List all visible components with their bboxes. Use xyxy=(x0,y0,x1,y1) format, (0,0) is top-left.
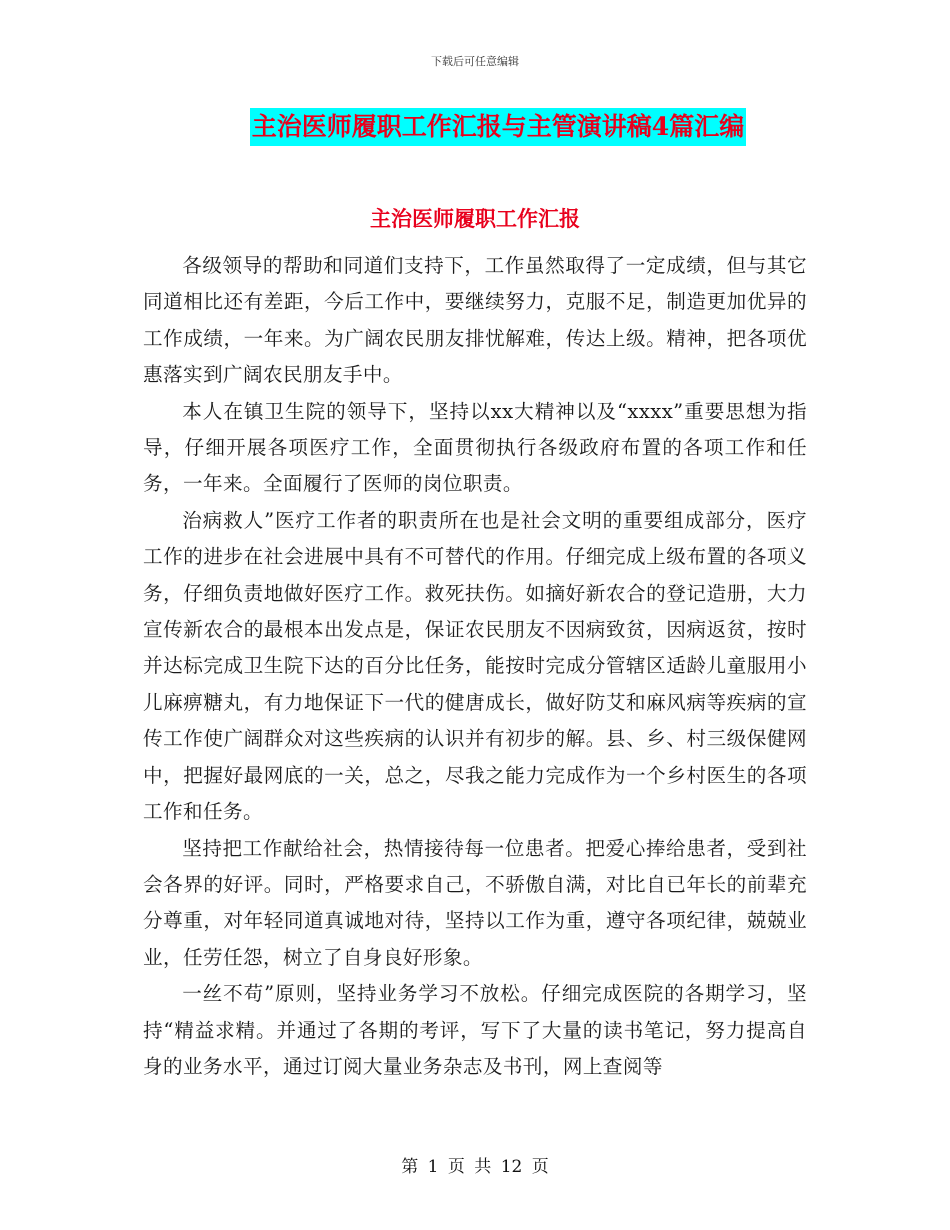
paragraph: 治病救人”医疗工作者的职责所在也是社会文明的重要组成部分，医疗工作的进步在社会进展中具有不可替代的作用。仔细完成上级布置的各项义务，仔细负责地做好医疗工作。救死扶伤。如摘好新农合的登记造册，大力宣传新农合的最根本出发点是，保证农民朋友不因病致贫，因病返贫，按时并达标完成卫生院下达的百分比任务，能按时完成分管辖区适龄儿童服用小儿麻痹糖丸，有力地保证下一代的健唐成长，做好防艾和麻风病等疾病的宣传工作使广阔群众对这些疾病的认识并有初步的解。县、乡、村三级保健网中，把握好最网底的一关，总之，尽我之能力完成作为一个乡村医生的各项工作和任务。 xyxy=(143,508,807,824)
main-title: 主治医师履职工作汇报与主管演讲稿4篇汇编 xyxy=(250,108,746,146)
main-title-container xyxy=(0,108,950,146)
header-note: 下载后可任意编辑 xyxy=(431,55,519,68)
section-title: 主治医师履职工作汇报 xyxy=(370,206,580,231)
paragraph: 坚持把工作献给社会，热情接待每一位患者。把爱心捧给患者，受到社会各界的好评。同时，严格要求自己，不骄傲自满，对比自已年长的前辈充分尊重，对年轻同道真诚地对待，坚持以工作为重，遵守各项纪律，兢兢业业，任劳任怨，树立了自身良好形象。 xyxy=(143,836,807,969)
page-number: 第 1 页 共 12 页 xyxy=(401,1157,549,1177)
paragraph: 本人在镇卫生院的领导下，坚持以xx大精神以及“xxxx”重要思想为指导，仔细开展各项医疗工作，全面贯彻执行各级政府布置的各项工作和任务，一年来。全面履行了医师的岗位职责。 xyxy=(143,399,807,496)
paragraph: 各级领导的帮助和同道们支持下，工作虽然取得了一定成绩，但与其它同道相比还有差距，今后工作中，要继续努力，克服不足，制造更加优异的工作成绩，一年来。为广阔农民朋友排忧解难，传达上级。精神，把各项优惠落实到广阔农民朋友手中。 xyxy=(143,254,807,387)
paragraph: 一丝不苟”原则，坚持业务学习不放松。仔细完成医院的各期学习，坚持“精益求精。并通过了各期的考评，写下了大量的读书笔记，努力提高自身的业务水平，通过订阅大量业务杂志及书刊，网上查阅等 xyxy=(143,982,807,1078)
document-body xyxy=(143,248,807,1085)
